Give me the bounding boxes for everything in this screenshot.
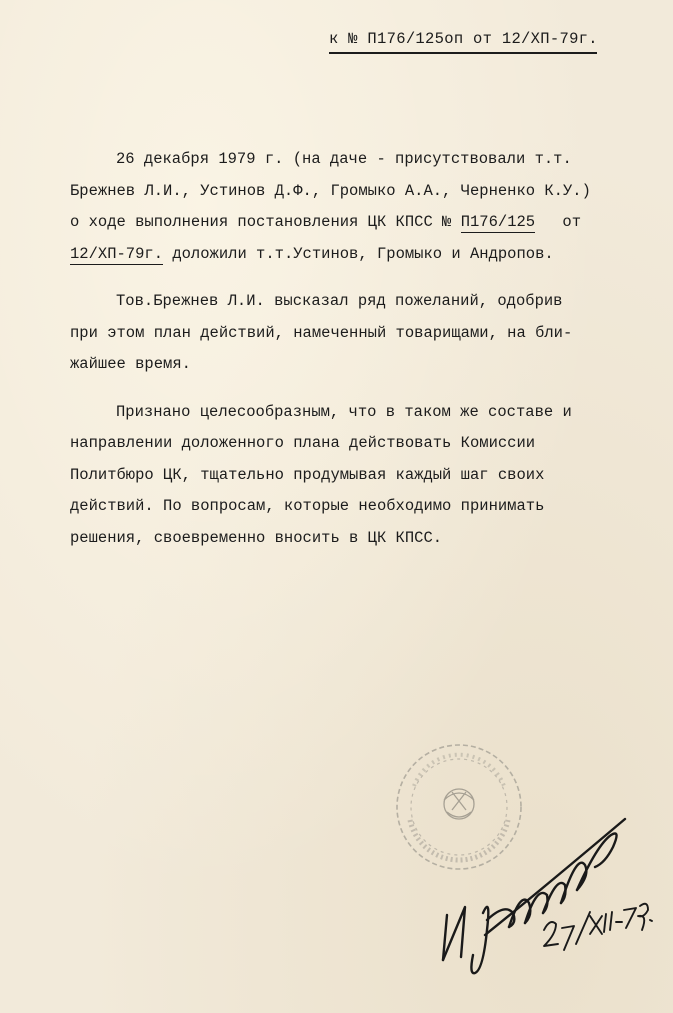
paragraph-1-from: от — [562, 213, 582, 231]
decree-date: 12/ХП-79г. — [70, 244, 164, 263]
paragraph-3-line-4: действий. По вопросам, которые необходимо принимать — [70, 497, 545, 515]
document-body — [70, 150, 610, 560]
paragraph-3-line-1: Признано целесообразным, что в таком же составе и — [116, 402, 572, 421]
paragraph-3-line-5: решения, своевременно вносить в ЦК КПСС. — [70, 528, 443, 547]
decree-number: П176/125 — [460, 213, 536, 231]
reference-header — [329, 30, 598, 48]
paragraph-3-line-3: Политбюро ЦК, тщательно продумывая каждый шаг своих — [70, 465, 545, 484]
reference-date: 12/ХП-79г. — [501, 30, 598, 48]
paragraph-1-line-1: 26 декабря 1979 г. (на даче - присутствовали т.т. — [116, 150, 572, 168]
handwritten-date — [540, 878, 655, 958]
paragraph-1-line-3-text: о ходе выполнения постановления ЦК КПСС № — [70, 213, 452, 231]
reference-underline — [329, 52, 597, 54]
paragraph-2-line-1: Тов.Брежнев Л.И. высказал ряд пожеланий, одобрив — [116, 292, 563, 310]
reference-prefix: к № — [329, 30, 358, 48]
paragraph-1-line-4-text: доложили т.т.Устинов, Громыко и Андропов. — [172, 244, 554, 263]
paragraph-1-line-3 — [70, 213, 610, 245]
paragraph-2-line-2: при этом план действий, намеченный товарищами, на бли- — [70, 323, 573, 342]
paragraph-3-line-2: направлении доложенного плана действовать Комиссии — [70, 434, 536, 452]
reference-from: от — [473, 30, 493, 48]
paragraph-1-line-4 — [70, 245, 610, 277]
paragraph-1-line-2: Брежнев Л.И., Устинов Д.Ф., Громыко А.А., Черненко К.У.) — [70, 181, 591, 200]
paragraph-2-line-3: жайшее время. — [70, 355, 191, 373]
reference-number: П176/125оп — [367, 30, 464, 48]
